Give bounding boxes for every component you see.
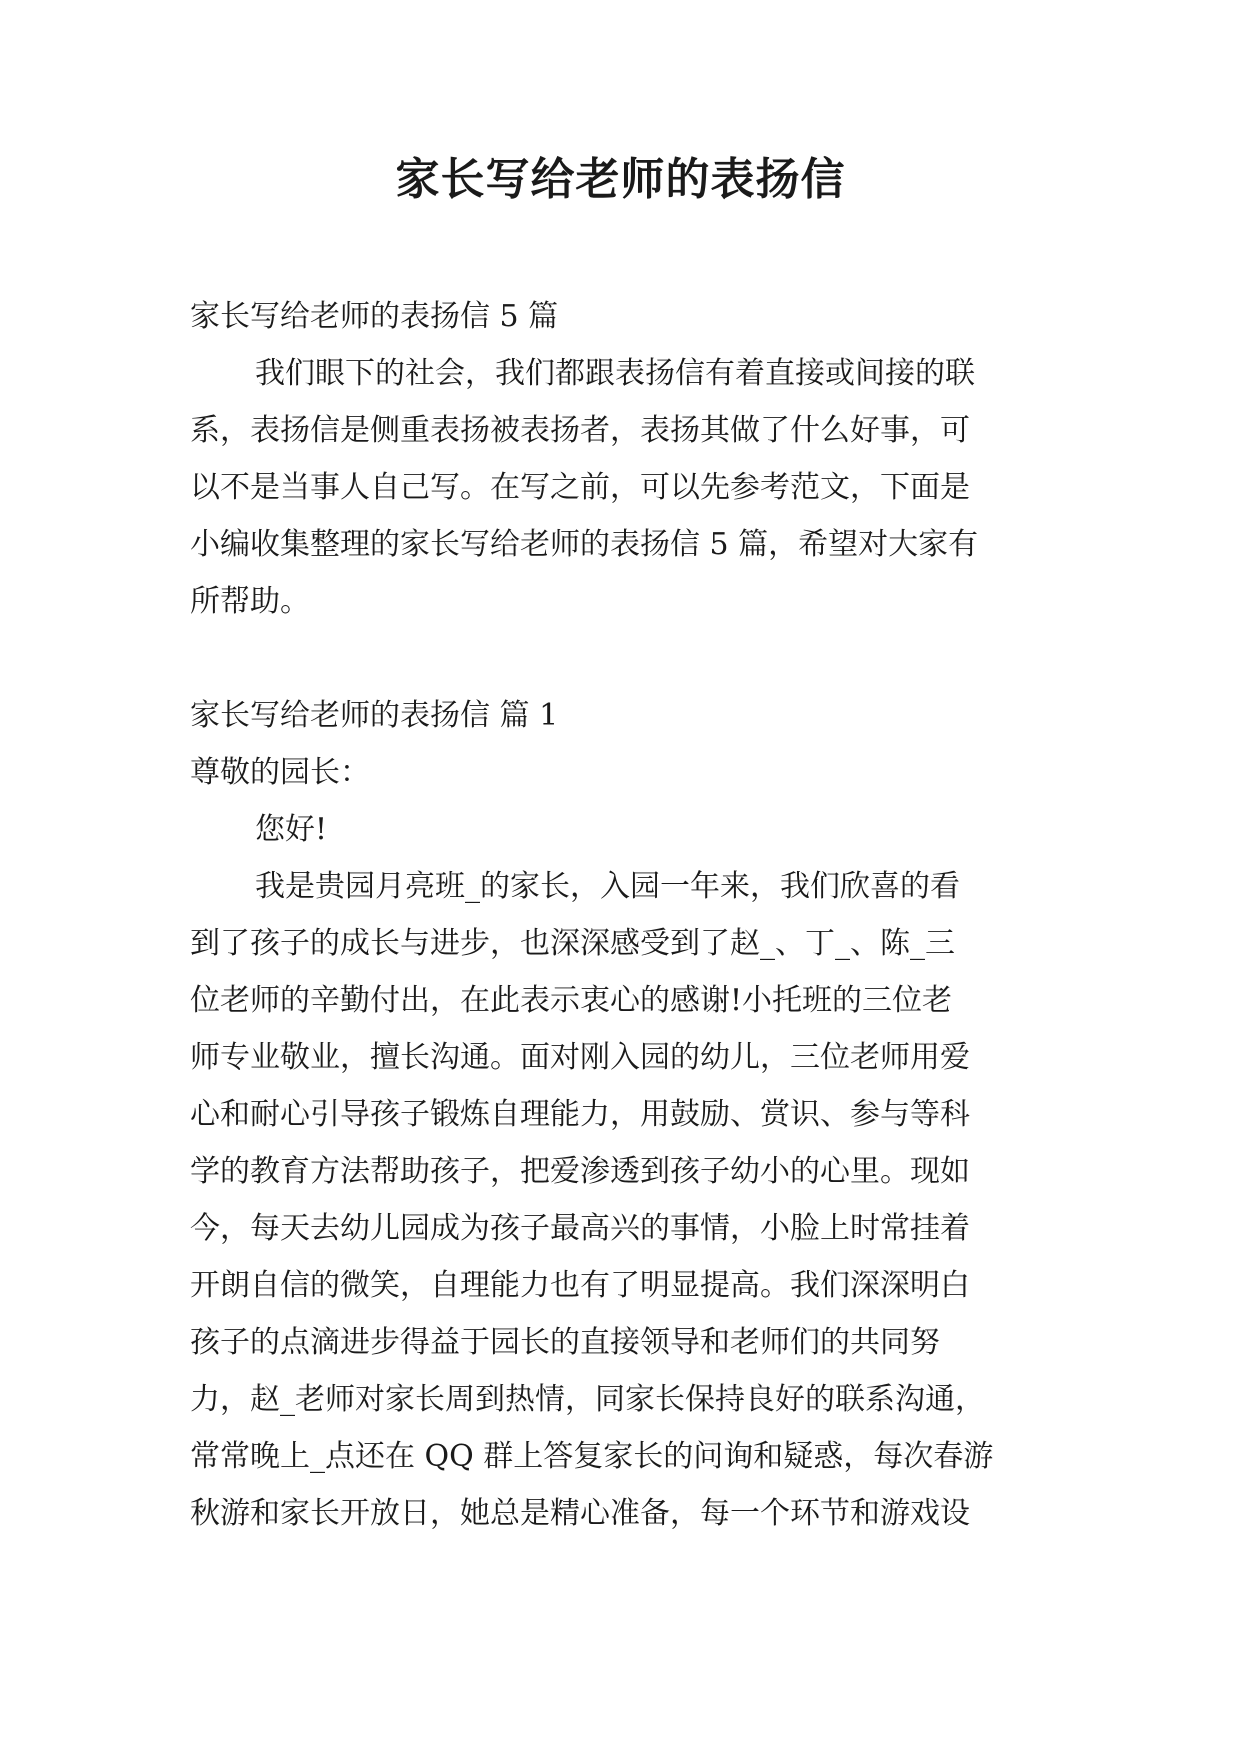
body-line: 孩子的点滴进步得益于园长的直接领导和老师们的共同努 [190, 1325, 940, 1360]
greeting: 您好! [255, 812, 328, 847]
body-line: 学的教育方法帮助孩子，把爱渗透到孩子幼小的心里。现如 [190, 1154, 970, 1189]
body-line: 位老师的辛勤付出，在此表示衷心的感谢!小托班的三位老 [190, 983, 953, 1018]
body-line: 力，赵_老师对家长周到热情，同家长保持良好的联系沟通， [190, 1382, 985, 1417]
body-line: 开朗自信的微笑，自理能力也有了明显提高。我们深深明白 [190, 1268, 970, 1303]
body-line: 今，每天去幼儿园成为孩子最高兴的事情，小脸上时常挂着 [190, 1211, 970, 1246]
intro-line: 系，表扬信是侧重表扬被表扬者，表扬其做了什么好事，可 [190, 413, 970, 448]
section-heading: 家长写给老师的表扬信 篇 1 [190, 698, 559, 733]
document-title: 家长写给老师的表扬信 [395, 154, 846, 205]
body-line: 常常晚上_点还在 QQ 群上答复家长的问询和疑惑，每次春游 [190, 1439, 994, 1474]
salutation: 尊敬的园长： [190, 755, 370, 790]
body-line: 到了孩子的成长与进步，也深深感受到了赵_、丁_、陈_三 [190, 926, 955, 961]
document-body [190, 288, 1060, 1542]
document-subtitle: 家长写给老师的表扬信 5 篇 [190, 299, 559, 334]
intro-line: 以不是当事人自己写。在写之前，可以先参考范文，下面是 [190, 470, 970, 505]
intro-line: 小编收集整理的家长写给老师的表扬信 5 篇，希望对大家有 [190, 527, 979, 562]
body-line: 心和耐心引导孩子锻炼自理能力，用鼓励、赏识、参与等科 [190, 1097, 970, 1132]
body-line: 师专业敬业，擅长沟通。面对刚入园的幼儿，三位老师用爱 [190, 1040, 970, 1075]
intro-line: 所帮助。 [190, 584, 310, 619]
intro-line: 我们眼下的社会，我们都跟表扬信有着直接或间接的联 [255, 356, 975, 391]
body-line: 我是贵园月亮班_的家长，入园一年来，我们欣喜的看 [255, 869, 960, 904]
paragraph-gap [190, 630, 1060, 687]
body-line: 秋游和家长开放日，她总是精心准备，每一个环节和游戏设 [190, 1496, 970, 1531]
